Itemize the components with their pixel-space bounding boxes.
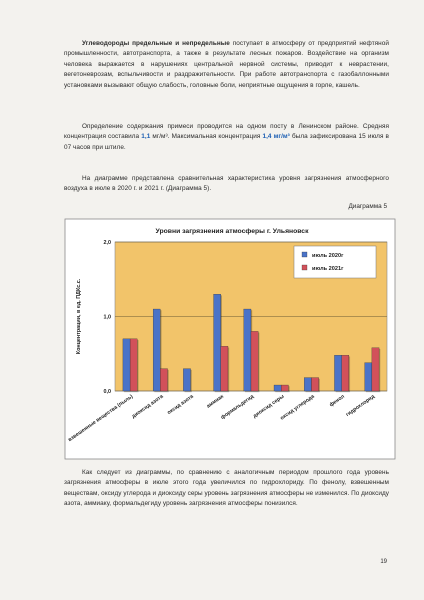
paragraph-conclusion: Как следует из диаграммы, по сравнению с аналогичным периодом прошлого года уровень загрязнения атмосферы в июле этого года увеличился по гидрохлориду. По фенолу, взвешенным веществам, оксиду углерода и диоксиду серы уровень загрязнения атмосферы не изменился. По диоксиду азота, аммиаку, формальдегиду уровень загрязнения атмосферы понизился.: [64, 469, 389, 508]
paragraph-lead: Углеводороды предельные и непредельные: [82, 40, 230, 47]
x-tick-label: гидрохлорид: [344, 393, 377, 419]
x-tick-label: фенол: [328, 393, 346, 409]
paragraph-text: Определение содержания примеси проводится на одном посту в Ленинском районе. Средняя концентрация составила: [64, 123, 389, 141]
bar-2020: [304, 378, 311, 391]
bar-2020: [214, 294, 221, 391]
bar-2020: [244, 309, 251, 391]
paragraph-diagram-intro: На диаграмме представлена сравнительная характеристика уровня загрязнения атмосферного воздуха в июле в 2020 г. и 2021 г. (Диаграмма 5).: [64, 175, 389, 193]
bar-2020: [365, 363, 372, 391]
x-tick-label: формальдегид: [220, 393, 256, 421]
y-axis-label: Концентрации, в ед. ПДКс.с.: [76, 278, 82, 355]
diagram-caption: Диаграмма 5: [348, 203, 387, 210]
bar-2020: [183, 369, 190, 391]
legend-box: [294, 246, 376, 278]
bar-2020: [334, 355, 341, 391]
x-tick-label: оксид углерода: [279, 393, 316, 422]
average-value: 1,1: [141, 133, 151, 141]
y-tick-label: 1,0: [103, 314, 111, 321]
legend-swatch: [302, 265, 307, 270]
bar-2021: [372, 348, 379, 391]
page-number: 19: [380, 559, 387, 565]
x-tick-label: оксид азота: [166, 393, 195, 417]
bar-2020: [153, 309, 160, 391]
bar-2020: [274, 385, 281, 391]
bar-2021: [221, 346, 228, 391]
legend-label: июль 2020г: [312, 253, 344, 259]
bar-2020: [123, 339, 130, 391]
max-value: 1,4 мг/м³: [262, 133, 290, 141]
bar-2021: [342, 355, 349, 391]
chart-title: Уровни загрязнения атмосферы г. Ульяновск: [155, 228, 309, 235]
x-tick-label: диоксид азота: [130, 393, 165, 420]
x-tick-label: взвешенные вещества (пыль): [67, 393, 135, 444]
legend-label: июль 2021г: [312, 266, 344, 272]
x-tick-label: диоксид серы: [252, 393, 286, 420]
legend-swatch: [302, 252, 307, 257]
bar-2021: [130, 339, 137, 391]
bar-2021: [251, 331, 258, 391]
bar-2021: [281, 385, 288, 391]
y-tick-label: 2,0: [103, 240, 111, 246]
legend: [294, 246, 376, 278]
y-tick-label: 0,0: [103, 389, 111, 395]
paragraph-text: поступает в атмосферу от предприятий нефтяной промышленности, автотранспорта, а также в результате лесных пожаров. Воздействие на организм человека выражается в нарушениях центральной нервной системы, приводит к неврастении, вегетоневрозам, вспыльчивости и раздражительности. При работе автотранспорта с газобаллонными установками вызывают общую слабость, головные боли, неприятные ощущения в горле, кашель.: [64, 40, 389, 89]
x-tick-label: аммиак: [205, 393, 225, 410]
bar-2021: [311, 378, 318, 391]
bar-2021: [160, 369, 167, 391]
paragraph-text: была зафиксирована 15 июля в 07 часов при штиле.: [64, 133, 389, 151]
paragraph-text: мг/м³. Максимальная концентрация: [150, 133, 263, 141]
